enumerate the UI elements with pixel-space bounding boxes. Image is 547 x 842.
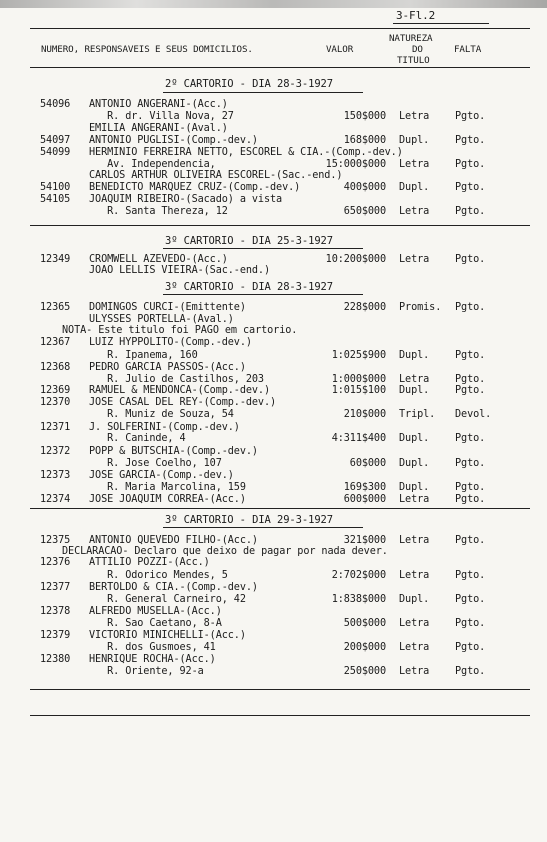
scan-noise-band bbox=[0, 0, 547, 8]
entry-number: 12372 bbox=[40, 446, 71, 457]
entry-text: R. dos Gusmoes, 41 bbox=[89, 642, 216, 653]
section-title-1: 2º CARTORIO - DIA 28-3-1927 bbox=[165, 78, 333, 90]
entry-nature: Letra bbox=[399, 642, 430, 653]
entry-number: 12380 bbox=[40, 654, 71, 665]
entry-text: RAMUEL & MENDONCA-(Comp.-dev.) bbox=[89, 385, 271, 396]
entry-status: Pgto. bbox=[455, 458, 486, 469]
entry-value: 10:200$000 bbox=[325, 254, 386, 265]
entry-value: 400$000 bbox=[343, 182, 386, 193]
entry-nature: Promis. bbox=[399, 302, 442, 313]
entry-status: Pgto. bbox=[455, 433, 486, 444]
entry-nature: Dupl. bbox=[399, 433, 430, 444]
entry-status: Pgto. bbox=[455, 254, 486, 265]
entry-nature: Tripl. bbox=[399, 409, 436, 420]
entry-number: 12375 bbox=[40, 535, 71, 546]
entry-nature: Dupl. bbox=[399, 385, 430, 396]
section-title-2-underline bbox=[163, 248, 363, 249]
entry-nature: Dupl. bbox=[399, 482, 430, 493]
entry-value: 200$000 bbox=[343, 642, 386, 653]
entry-text: R. Caninde, 4 bbox=[89, 433, 186, 444]
entry-nature: Dupl. bbox=[399, 594, 430, 605]
entry-nature: Letra bbox=[399, 111, 430, 122]
entry-nature: Letra bbox=[399, 254, 430, 265]
entry-value: 1:015$100 bbox=[331, 385, 386, 396]
entry-value: 600$000 bbox=[343, 494, 386, 505]
entry-status: Pgto. bbox=[455, 642, 486, 653]
entry-number: 54097 bbox=[40, 135, 71, 146]
entry-number: 54096 bbox=[40, 99, 71, 110]
entry-nature: Letra bbox=[399, 535, 430, 546]
entry-value: 650$000 bbox=[343, 206, 386, 217]
entry-status: Pgto. bbox=[455, 374, 486, 385]
entry-nature: Letra bbox=[399, 374, 430, 385]
entry-text: DOMINGOS CURCI-(Emittente) bbox=[89, 302, 246, 313]
entry-text: EMILIA ANGERANI-(Aval.) bbox=[89, 123, 228, 134]
section-title-4: 3º CARTORIO - DIA 29-3-1927 bbox=[165, 514, 333, 526]
entry-number: 12370 bbox=[40, 397, 71, 408]
entry-nature: Dupl. bbox=[399, 350, 430, 361]
entry-text: ANTONIO PUGLISI-(Comp.-dev.) bbox=[89, 135, 258, 146]
entry-text: BENEDICTO MARQUEZ CRUZ-(Comp.-dev.) bbox=[89, 182, 301, 193]
header-names-column: NUMERO, RESPONSAVEIS E SEUS DOMICILIOS. bbox=[41, 44, 253, 55]
entry-value: 60$000 bbox=[349, 458, 386, 469]
entry-value: 210$000 bbox=[343, 409, 386, 420]
entry-text: ALFREDO MUSELLA-(Acc.) bbox=[89, 606, 222, 617]
entry-text: J. SOLFERINI-(Comp.-dev.) bbox=[89, 422, 240, 433]
entry-text: R. Ipanema, 160 bbox=[89, 350, 198, 361]
entry-value: 1:838$000 bbox=[331, 594, 386, 605]
header-bottom-rule bbox=[30, 67, 530, 68]
entry-text: R. Oriente, 92-a bbox=[89, 666, 204, 677]
entry-status: Pgto. bbox=[455, 535, 486, 546]
entry-nature: Letra bbox=[399, 494, 430, 505]
entry-text: R. Muniz de Souza, 54 bbox=[89, 409, 234, 420]
header-top-rule bbox=[30, 28, 530, 29]
entry-number: 54105 bbox=[40, 194, 71, 205]
page-number: 3-Fl.2 bbox=[396, 9, 436, 22]
entry-text: CROMWELL AZEVEDO-(Acc.) bbox=[89, 254, 228, 265]
entry-text: BERTOLDO & CIA.-(Comp.-dev.) bbox=[89, 582, 258, 593]
entry-status: Pgto. bbox=[455, 302, 486, 313]
entry-nature: Letra bbox=[399, 570, 430, 581]
header-nature-line-3: TITULO bbox=[397, 55, 430, 66]
entry-value: 15:000$000 bbox=[325, 159, 386, 170]
entry-status: Pgto. bbox=[455, 385, 486, 396]
entry-number: 12379 bbox=[40, 630, 71, 641]
entry-status: Pgto. bbox=[455, 666, 486, 677]
entry-value: 168$000 bbox=[343, 135, 386, 146]
entry-nature: Dupl. bbox=[399, 135, 430, 146]
entry-number: 12376 bbox=[40, 557, 71, 568]
entry-number: 54100 bbox=[40, 182, 71, 193]
entry-status: Pgto. bbox=[455, 570, 486, 581]
entry-number: 12373 bbox=[40, 470, 71, 481]
entry-text: VICTORIO MINICHELLI-(Acc.) bbox=[89, 630, 246, 641]
entry-text: ANTONIO QUEVEDO FILHO-(Acc.) bbox=[89, 535, 258, 546]
footer-rule-2 bbox=[30, 715, 530, 716]
entry-status: Devol. bbox=[455, 409, 492, 420]
entry-value: 169$300 bbox=[343, 482, 386, 493]
entry-text: JOAO LELLIS VIEIRA-(Sac.-end.) bbox=[89, 265, 271, 276]
section-title-2: 3º CARTORIO - DIA 25-3-1927 bbox=[165, 235, 333, 247]
entry-value: 1:025$900 bbox=[331, 350, 386, 361]
entry-text: R. dr. Villa Nova, 27 bbox=[89, 111, 234, 122]
entry-text: R. Sao Caetano, 8-A bbox=[89, 618, 222, 629]
entry-text: JOAQUIM RIBEIRO-(Sacado) a vista bbox=[89, 194, 283, 205]
entry-number: 12374 bbox=[40, 494, 71, 505]
header-value-column: VALOR bbox=[326, 44, 354, 55]
entry-value: 1:000$000 bbox=[331, 374, 386, 385]
entry-number: 12349 bbox=[40, 254, 71, 265]
section-title-3-underline bbox=[163, 294, 363, 295]
entry-number: 12368 bbox=[40, 362, 71, 373]
entry-status: Pgto. bbox=[455, 594, 486, 605]
entry-status: Pgto. bbox=[455, 111, 486, 122]
entry-nature: Dupl. bbox=[399, 182, 430, 193]
entry-nature: Letra bbox=[399, 618, 430, 629]
entry-text: R. General Carneiro, 42 bbox=[89, 594, 246, 605]
entry-text: JOSE CASAL DEL REY-(Comp.-dev.) bbox=[89, 397, 277, 408]
entry-text: R. Julio de Castilhos, 203 bbox=[89, 374, 264, 385]
header-nature-line-2: DO bbox=[412, 44, 423, 55]
entry-status: Pgto. bbox=[455, 494, 486, 505]
entry-status: Pgto. bbox=[455, 618, 486, 629]
entry-nature: Letra bbox=[399, 159, 430, 170]
entry-number: 54099 bbox=[40, 147, 71, 158]
entry-status: Pgto. bbox=[455, 350, 486, 361]
entry-text: JOSE GARCIA-(Comp.-dev.) bbox=[89, 470, 234, 481]
entry-number: 12371 bbox=[40, 422, 71, 433]
entry-text: R. Jose Coelho, 107 bbox=[89, 458, 222, 469]
entry-text: DECLARACAO- Declaro que deixo de pagar por nada dever. bbox=[62, 546, 388, 557]
section-title-1-underline bbox=[163, 92, 363, 93]
header-falta-column: FALTA bbox=[454, 44, 482, 55]
entry-number: 12365 bbox=[40, 302, 71, 313]
entry-number: 12367 bbox=[40, 337, 71, 348]
section-divider bbox=[30, 225, 530, 226]
entry-text: ANTONIO ANGERANI-(Acc.) bbox=[89, 99, 228, 110]
entry-text: JOSE JOAQUIM CORREA-(Acc.) bbox=[89, 494, 246, 505]
entry-text: Av. Independencia, bbox=[89, 159, 216, 170]
entry-text: CARLOS ARTHUR OLIVEIRA ESCOREL-(Sac.-end.) bbox=[89, 170, 343, 181]
entry-value: 321$000 bbox=[343, 535, 386, 546]
entry-text: POPP & BUTSCHIA-(Comp.-dev.) bbox=[89, 446, 258, 457]
entry-number: 12378 bbox=[40, 606, 71, 617]
entry-status: Pgto. bbox=[455, 482, 486, 493]
section-title-3: 3º CARTORIO - DIA 28-3-1927 bbox=[165, 281, 333, 293]
entry-status: Pgto. bbox=[455, 159, 486, 170]
header-nature-line-1: NATUREZA bbox=[389, 33, 433, 44]
entry-value: 2:702$000 bbox=[331, 570, 386, 581]
entry-text: ATTILIO POZZI-(Acc.) bbox=[89, 557, 210, 568]
entry-nature: Letra bbox=[399, 206, 430, 217]
entry-value: 250$000 bbox=[343, 666, 386, 677]
entry-text: LUIZ HYPPOLITO-(Comp.-dev.) bbox=[89, 337, 252, 348]
entry-value: 4:311$400 bbox=[331, 433, 386, 444]
entry-status: Pgto. bbox=[455, 135, 486, 146]
entry-text: ULYSSES PORTELLA-(Aval.) bbox=[89, 314, 234, 325]
page-number-underline bbox=[393, 23, 489, 24]
entry-number: 12369 bbox=[40, 385, 71, 396]
footer-rule-1 bbox=[30, 689, 530, 690]
entry-text: NOTA- Este titulo foi PAGO em cartorio. bbox=[62, 325, 298, 336]
section-divider bbox=[30, 508, 530, 509]
entry-value: 150$000 bbox=[343, 111, 386, 122]
entry-nature: Dupl. bbox=[399, 458, 430, 469]
entry-text: PEDRO GARCIA PASSOS-(Acc.) bbox=[89, 362, 246, 373]
entry-number: 12377 bbox=[40, 582, 71, 593]
entry-text: R. Maria Marcolina, 159 bbox=[89, 482, 246, 493]
entry-value: 500$000 bbox=[343, 618, 386, 629]
section-title-4-underline bbox=[163, 527, 363, 528]
entry-status: Pgto. bbox=[455, 206, 486, 217]
entry-text: HERMINIO FERREIRA NETTO, ESCOREL & CIA.-(Comp.-dev.) bbox=[89, 147, 403, 158]
entry-status: Pgto. bbox=[455, 182, 486, 193]
entry-text: R. Santa Thereza, 12 bbox=[89, 206, 228, 217]
entry-nature: Letra bbox=[399, 666, 430, 677]
entry-text: HENRIQUE ROCHA-(Acc.) bbox=[89, 654, 216, 665]
entry-value: 228$000 bbox=[343, 302, 386, 313]
entry-text: R. Odorico Mendes, 5 bbox=[89, 570, 228, 581]
